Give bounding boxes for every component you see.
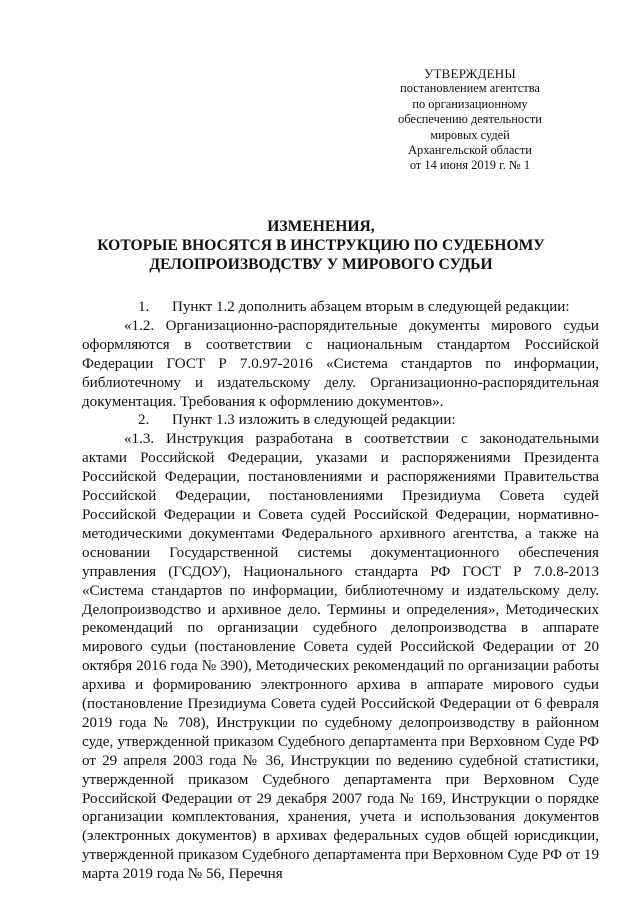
approval-line: мировых судей bbox=[430, 127, 510, 142]
title-line: ИЗМЕНЕНИЯ, bbox=[267, 218, 375, 235]
approval-line: обеспечению деятельности bbox=[398, 112, 542, 127]
approval-block bbox=[374, 66, 566, 174]
list-item-paragraph: 2. Пункт 1.3 изложить в следующей редакции: bbox=[138, 412, 456, 429]
list-item-paragraph: 1. Пункт 1.2 дополнить абзацем вторым в следующей редакции: bbox=[138, 299, 570, 315]
approval-heading: УТВЕРЖДЕНЫ bbox=[424, 66, 516, 81]
approval-line: Архангельской области bbox=[408, 143, 532, 158]
quoted-paragraph: «1.2. Организационно-распорядительные документы мирового судьи оформляются в соответствии с национальным стандартом Российской Федерации ГОСТ Р 7.0.97-2016 «Система стандартов по информации, библиотечному и издательскому делу. Организационно-распорядительная документация. Требования к оформлению документов». bbox=[82, 317, 599, 410]
quoted-paragraph: «1.3. Инструкция разработана в соответствии с законодательными актами Российской Федерации, указами и распоряжениями Президента Российской Федерации, постановлениями и распоряжениями Правительства Российской Федерации, постановлениями Президиума Совета судей Российской Федерации и Совета судей Российской Федерации, нормативно-методическими документами Федерального архивного агентства, а также на основании Государственной системы документационного обеспечения управления (ГСДОУ), Национального стандарта РФ ГОСТ Р 7.0.8-2013 «Система стандартов по информации, библиотечному и издательскому делу. Делопроизводство и архивное дело. Термины и определения», Методических рекомендаций по организации судебного делопроизводства в аппарате мирового судьи (постановление Совета судей Российской Федерации от 20 октября 2016 года № 390), Методических рекомендаций по организации работы архива и формированию электронного архива в аппарате мирового судьи (постановление Президиума Совета судей Российской Федерации от 6 февраля 2019 года № 708), Инструкции по судебному делопроизводству в районном суде, утвержденной приказом Судебного департамента при Верховном Суде РФ от 29 апреля 2003 года № 36, Инструкции по ведению судебной статистики, утвержденной приказом Судебного департамента при Верховном Суде Российской Федерации от 29 декабря 2007 года № 169, Инструкции о порядке организации комплектования, хранения, учета и использования документов (электронных документов) в архивах федеральных судов общей юрисдикции, утвержденной приказом Судебного департамента при Верховном Суде РФ от 19 марта 2019 года № 56, Перечня bbox=[82, 431, 599, 883]
approval-line: постановлением агентства bbox=[400, 81, 540, 96]
approval-date-line: от 14 июня 2019 г. № 1 bbox=[409, 158, 531, 173]
title-line: КОТОРЫЕ ВНОСЯТСЯ В ИНСТРУКЦИЮ ПО СУДЕБНОМУ bbox=[97, 237, 545, 254]
title-line: ДЕЛОПРОИЗВОДСТВУ У МИРОВОГО СУДЬИ bbox=[149, 256, 493, 273]
document-title bbox=[60, 217, 582, 274]
document-body bbox=[82, 298, 599, 884]
approval-line: по организационному bbox=[412, 96, 528, 111]
